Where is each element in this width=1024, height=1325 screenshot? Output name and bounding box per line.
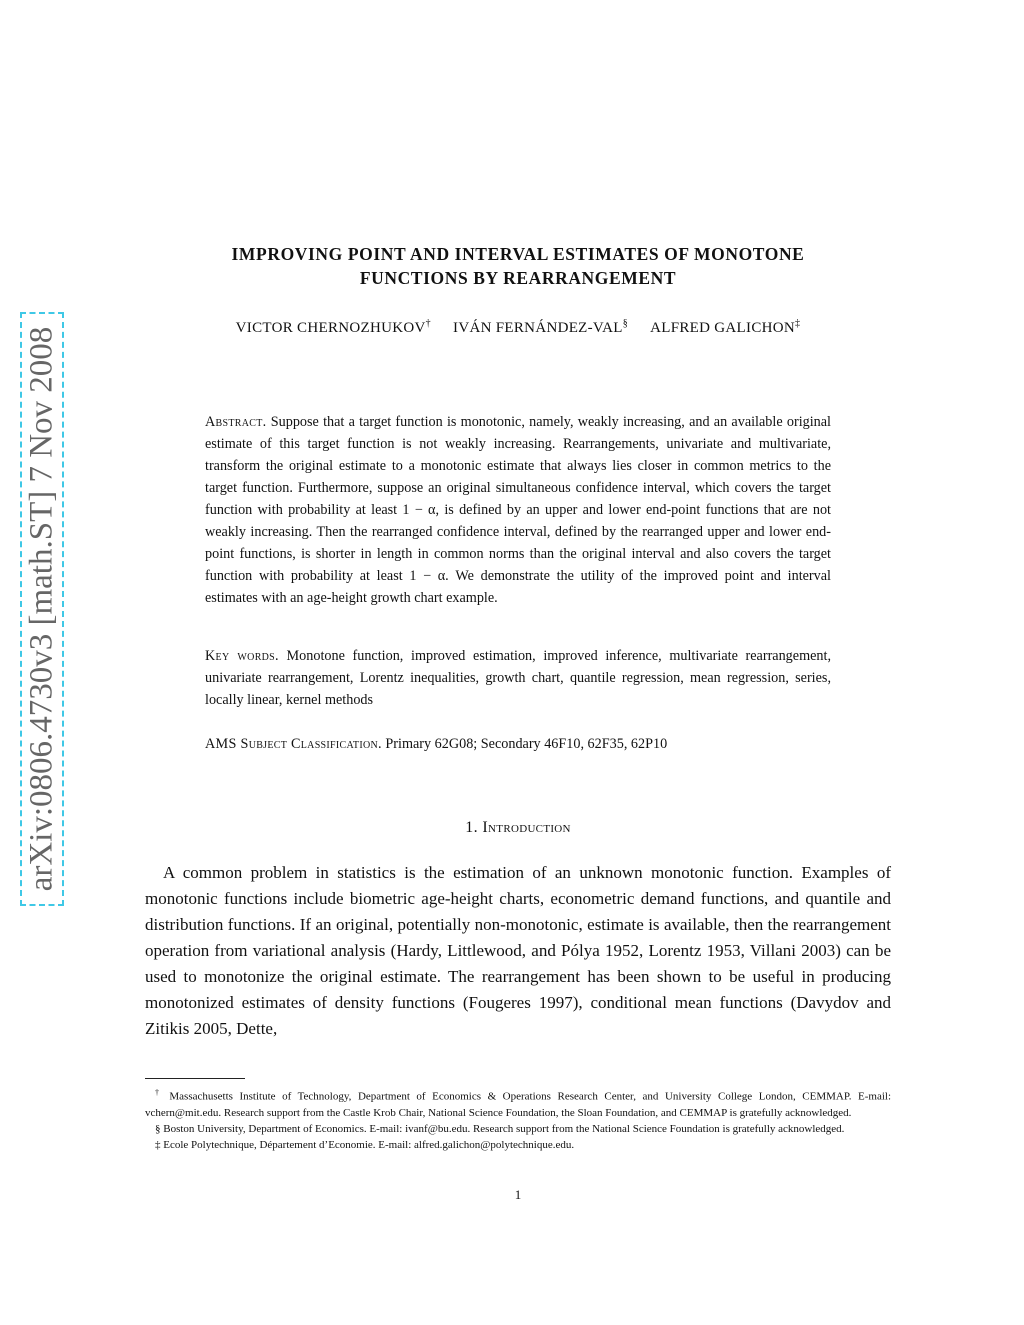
keywords-text: Monotone function, improved estimation, improved inference, multivariate rearrangement, univariate rearrangement, Lorentz inequalities, growth chart, quantile regression, mean regression, series, locally linear, kernel methods	[205, 648, 831, 708]
section-title: Introduction	[482, 819, 571, 836]
footnote-1-text: Massachusetts Institute of Technology, Department of Economics & Operations Research Center, and University College London, CEMMAP. E-mail: vchern@mit.edu. Research support from the Castle Krob Chair, National Science Foundation, the Sloan Foundation, and CEMMAP is gratefully acknowledged.	[145, 1090, 892, 1119]
author-3-mark: ‡	[795, 318, 801, 329]
footnote-2-mark: §	[155, 1122, 161, 1135]
ams-text: Primary 62G08; Secondary 46F10, 62F35, 62P10	[385, 736, 668, 752]
footnote-3-text: Ecole Polytechnique, Département d’Economie. E-mail: alfred.galichon@polytechnique.edu.	[163, 1138, 575, 1151]
footnotes	[145, 1085, 891, 1153]
author-1-mark: †	[425, 318, 431, 329]
author-3-name: ALFRED GALICHON	[650, 320, 796, 336]
intro-paragraph: A common problem in statistics is the estimation of an unknown monotonic function. Examples of monotonic functions include biometric age-height charts, econometric demand functions, and quantile and distribution functions. If an original, potentially non-monotonic, estimate is available, then the rearrangement operation from variational analysis (Hardy, Littlewood, and Pólya 1952, Lorentz 1953, Villani 2003) can be used to monotonize the original estimate. The rearrangement has been shown to be useful in producing monotonized estimates of density functions (Fougeres 1997), conditional mean functions (Davydov and Zitikis 2005, Dette,	[145, 863, 891, 1038]
footnote-1	[145, 1085, 891, 1121]
footnote-rule	[145, 1078, 245, 1079]
section-heading	[140, 819, 896, 837]
author-2-mark: §	[622, 318, 629, 329]
author-3	[650, 320, 800, 336]
body-text	[145, 860, 891, 1042]
footnote-1-mark: †	[155, 1088, 163, 1097]
keywords-label: Key words.	[205, 648, 279, 664]
footnote-2-text: Boston University, Department of Economics. E-mail: ivanf@bu.edu. Research support from the National Science Foundation is gratefully acknowledged.	[163, 1122, 845, 1135]
author-1-name: VICTOR CHERNOZHUKOV	[235, 320, 426, 336]
page-number: 1	[514, 1187, 522, 1202]
ams-classification	[205, 733, 831, 755]
paper-title	[140, 242, 896, 290]
paper-title-line-2: FUNCTIONS BY REARRANGEMENT	[359, 268, 677, 288]
arxiv-stamp-text: arXiv:0806.4730v3 [math.ST] 7 Nov 2008	[23, 326, 60, 892]
author-2	[453, 320, 628, 336]
paper-title-line-1: IMPROVING POINT AND INTERVAL ESTIMATES OF MONOTONE	[231, 244, 805, 264]
keywords	[205, 645, 831, 711]
author-list	[140, 318, 896, 337]
abstract-label: Abstract.	[205, 414, 267, 430]
abstract-text: Suppose that a target function is monotonic, namely, weakly increasing, and an available original estimate of this target function is not weakly increasing. Rearrangements, univariate and multivariate, transform the original estimate to a monotonic estimate that always lies closer in common metrics to the target function. Furthermore, suppose an original simultaneous confidence interval, which covers the target function with probability at least 1 − α, is defined by an upper and lower end-point functions that are not weakly increasing. Then the rearranged confidence interval, defined by the rearranged upper and lower end-point functions, is shorter in length in common norms than the original interval and also covers the target function with probability at least 1 − α. We demonstrate the utility of the improved point and interval estimates with an age-height growth chart example.	[205, 414, 832, 606]
footnote-2	[145, 1121, 891, 1137]
arxiv-stamp	[20, 312, 64, 906]
author-2-name: IVÁN FERNÁNDEZ-VAL	[453, 320, 623, 336]
author-1	[236, 320, 431, 336]
footnote-3	[145, 1137, 891, 1153]
footnote-3-mark: ‡	[155, 1138, 161, 1151]
ams-label: AMS Subject Classification.	[205, 736, 382, 752]
section-number: 1.	[465, 819, 479, 836]
abstract	[205, 411, 831, 609]
